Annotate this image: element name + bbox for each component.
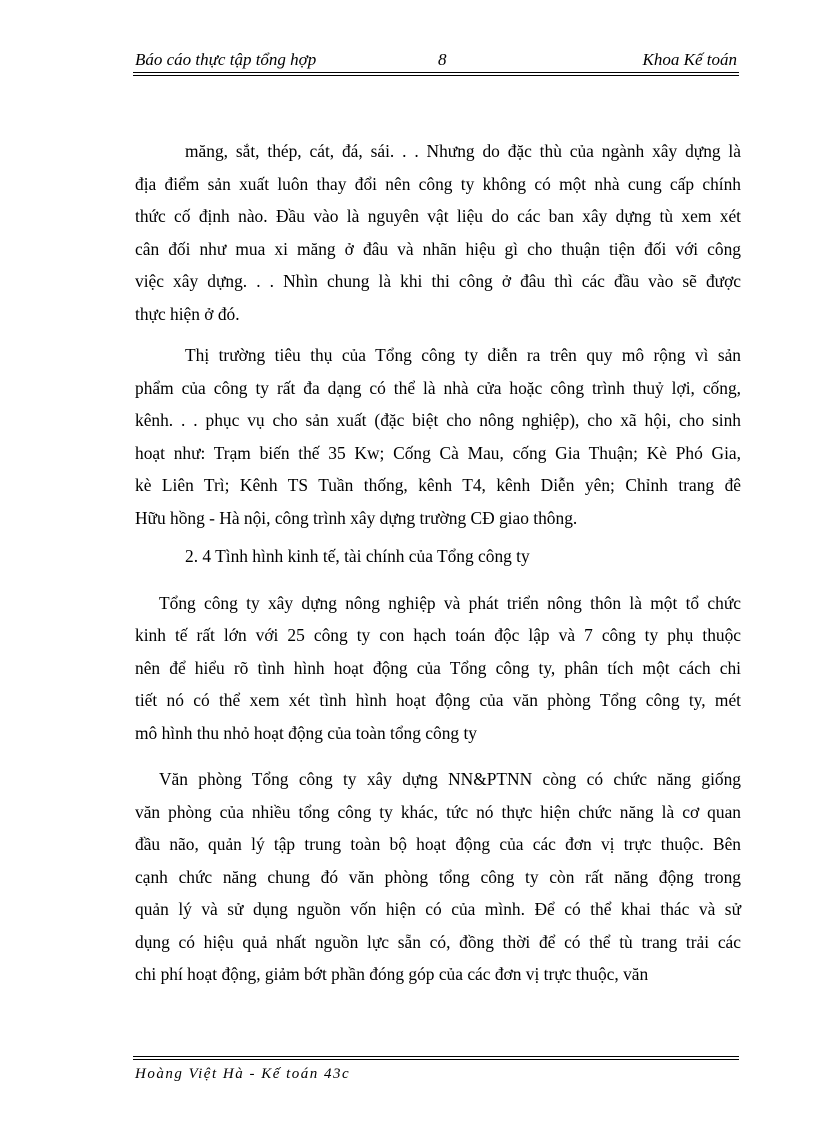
- footer-author: Hoàng Việt Hà - Kế toán 43c: [135, 1066, 351, 1082]
- text-line: cân đối như mua xi măng ở đâu và nhãn hiệu gì cho thuận tiện đối với công: [135, 238, 741, 259]
- text-line: văn phòng của nhiều tổng công ty khác, tức nó thực hiện chức năng là cơ quan: [135, 801, 741, 822]
- text-line: phẩm của công ty rất đa dạng có thể là nhà cửa hoặc công trình thuỷ lợi, cống,: [135, 377, 741, 398]
- footer-rule-double: [133, 1059, 739, 1060]
- text-line: măng, sắt, thép, cát, đá, sái. . . Nhưng do đặc thù của ngành xây dựng là: [185, 141, 741, 161]
- document-body: [135, 135, 741, 991]
- text-line: thức cố định nào. Đầu vào là nguyên vật liệu do các ban xây dựng tù xem xét: [135, 206, 741, 226]
- text-line: tiết nó có thể xem xét tình hình hoạt động của văn phòng Tổng công ty, mét: [135, 690, 741, 710]
- text-line: Hữu hồng - Hà nội, công trình xây dựng trường CĐ giao thông.: [135, 507, 578, 528]
- footer-rule: [133, 1056, 739, 1057]
- text-line: chi phí hoạt động, giảm bớt phần đóng góp của các đơn vị trực thuộc, văn: [135, 964, 649, 984]
- page-footer: [135, 1066, 350, 1083]
- header-department: Khoa Kế toán: [642, 50, 737, 69]
- text-line: việc xây dựng. . . Nhìn chung là khi thi công ở đâu thì các đầu vào sẽ được: [135, 271, 741, 291]
- text-line: địa điểm sản xuất luôn thay đổi nên công ty không có một nhà cung cấp chính: [135, 173, 741, 194]
- text-line: kè Liên Trì; Kênh TS Tuần thống, kênh T4, kênh Diễn yên; Chỉnh trang đê: [135, 475, 741, 495]
- header-page-number: 8: [438, 50, 447, 69]
- page-header: [133, 48, 739, 70]
- section-heading: [135, 540, 741, 573]
- text-line: cạnh chức năng chung đó văn phòng tổng công ty còn rất năng động trong: [135, 866, 741, 887]
- text-line: nên để hiểu rõ tình hình hoạt động của Tổng công ty, phân tích một cách chi: [135, 657, 741, 678]
- paragraph-office: [135, 763, 741, 991]
- text-line: mô hình thu nhỏ hoạt động của toàn tổng công ty: [135, 722, 477, 743]
- text-line: Tổng công ty xây dựng nông nghiệp và phát triển nông thôn là một tổ chức: [159, 592, 741, 613]
- text-line: kinh tế rất lớn với 25 công ty con hạch toán độc lập và 7 công ty phụ thuộc: [135, 625, 741, 645]
- text-line: Thị trường tiêu thụ của Tổng công ty diễn ra trên quy mô rộng vì sản: [185, 345, 741, 365]
- header-rule: [133, 72, 739, 73]
- paragraph-materials: [135, 135, 741, 330]
- text-line: quản lý và sử dụng nguồn vốn hiện có của mình. Để có thể khai thác và sử: [135, 899, 741, 919]
- text-line: kênh. . . phục vụ cho sản xuất (đặc biệt cho nông nghiệp), cho xã hội, cho sinh: [135, 410, 741, 430]
- text-line: dụng có hiệu quả nhất nguồn lực sẵn có, đồng thời để có thể tù trang trải các: [135, 931, 741, 952]
- heading-text: 2. 4 Tình hình kinh tế, tài chính của Tổng công ty: [185, 546, 530, 566]
- paragraph-market: [135, 339, 741, 534]
- text-line: hoạt như: Trạm biến thế 35 Kw; Cống Cà Mau, cống Gia Thuận; Kè Phó Gia,: [135, 442, 741, 463]
- paragraph-corporation: [135, 587, 741, 750]
- text-line: thực hiện ở đó.: [135, 303, 240, 324]
- text-line: Văn phòng Tổng công ty xây dựng NN&PTNN còng có chức năng giống: [159, 769, 741, 789]
- header-rule-double: [133, 75, 739, 76]
- text-line: đầu não, quản lý tập trung toàn bộ hoạt động của các đơn vị trực thuộc. Bên: [135, 834, 741, 854]
- header-report-title: Báo cáo thực tập tổng hợp: [135, 50, 317, 69]
